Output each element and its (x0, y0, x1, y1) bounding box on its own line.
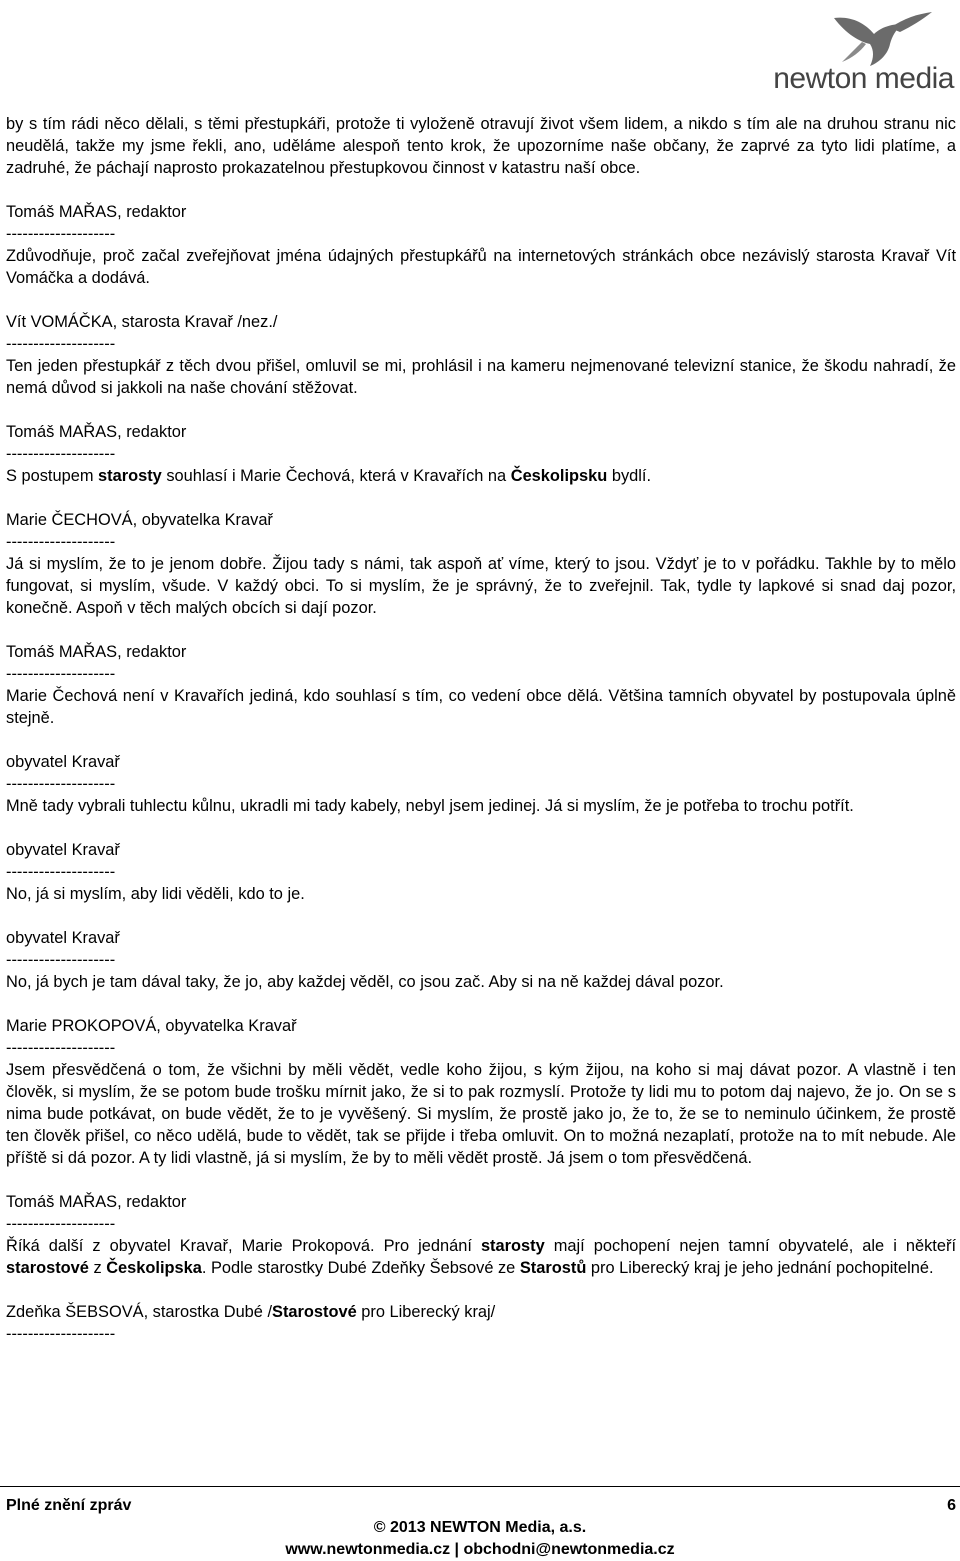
text-span: Já si myslím, že to je jenom dobře. Žijou tady s námi, tak aspoň ať víme, který to jsou. Vždyť je to v pořádku. Takhle by to mělo fungovat, si myslím, všude. V každý obci. To si myslím, že je správný, že to zveřejnil. Tak, tydle ty lapkové si snad daj pozor, konečně. Aspoň v těch malých obcích si dají pozor. (6, 555, 956, 617)
text-span: No, já si myslím, aby lidi věděli, kdo to je. (6, 885, 305, 903)
text-span: by s tím rádi něco dělali, s těmi přestupkáři, protože ti vyloženě otravují život všem lidem, a nikdo s tím ale na druhou stranu nic neudělá, takže my jsme řekli, ano, uděláme alespoň tento krok, že upozorníme naše občany, že zaprvé za tyto lidi platíme, a zadruhé, že páchají naprosto prokazatelnou přestupkovou činnost v katastru naší obce. (6, 115, 956, 177)
separator-line: -------------------- (6, 665, 116, 683)
highlighted-keyword: Českolipska (106, 1259, 202, 1277)
highlighted-keyword: Starostů (519, 1259, 587, 1277)
transcript-paragraph (6, 795, 956, 817)
text-span: Ten jeden přestupkář z těch dvou přišel, omluvil se mi, prohlásil i na kameru nejmenované televizní stanice, že škodu nahradí, že nemá důvod si jakkoli na naše chování stěžovat. (6, 357, 956, 397)
speaker-line (6, 1301, 956, 1323)
separator-line: -------------------- (6, 533, 116, 551)
transcript-paragraph (6, 245, 956, 289)
text-span: obyvatel Kravař (6, 841, 120, 859)
text-span: obyvatel Kravař (6, 753, 120, 771)
transcript-body (6, 113, 956, 1345)
highlighted-keyword: Starostové (272, 1303, 357, 1321)
text-span: Vít VOMÁČKA, starosta Kravař /nez./ (6, 313, 278, 331)
separator-line: -------------------- (6, 1215, 116, 1233)
hummingbird-logo-icon (830, 8, 934, 70)
transcript-paragraph (6, 553, 956, 619)
text-span: Marie PROKOPOVÁ, obyvatelka Kravař (6, 1017, 297, 1035)
newton-media-logo (754, 4, 954, 96)
separator-line: -------------------- (6, 335, 116, 353)
transcript-paragraph (6, 1235, 956, 1279)
page-footer (0, 1486, 960, 1557)
separator-line: -------------------- (6, 863, 116, 881)
page-number: 6 (947, 1497, 956, 1514)
text-span: Marie Čechová není v Kravařích jediná, kdo souhlasí s tím, co vedení obce dělá. Většina tamních obyvatel by postupovala úplně stejně. (6, 687, 956, 727)
speaker-line (6, 927, 956, 949)
separator-line: -------------------- (6, 951, 116, 969)
footer-copyright: © 2013 NEWTON Media, a.s. (373, 1519, 587, 1536)
logo-text: newton media (773, 62, 954, 95)
transcript-paragraph (6, 1059, 956, 1169)
speaker-line (6, 1015, 956, 1037)
text-span: Zdůvodňuje, proč začal zveřejňovat jména údajných přestupkářů na internetových stránkách obce nezávislý starosta Kravař Vít Vomáčka a dodává. (6, 247, 956, 287)
transcript-paragraph (6, 355, 956, 399)
speaker-line (6, 1191, 956, 1213)
text-span: bydlí. (607, 467, 652, 485)
speaker-line (6, 201, 956, 223)
text-span: z (88, 1259, 107, 1277)
highlighted-keyword: Českolipsku (510, 467, 608, 485)
text-span: Tomáš MAŘAS, redaktor (6, 423, 187, 441)
highlighted-keyword: starosty (480, 1237, 545, 1255)
speaker-line (6, 751, 956, 773)
highlighted-keyword: starosty (98, 467, 162, 485)
separator-line: -------------------- (6, 1039, 116, 1057)
transcript-paragraph (6, 113, 956, 179)
text-span: souhlasí i Marie Čechová, která v Kravařích na (161, 467, 511, 485)
separator-line: -------------------- (6, 445, 116, 463)
text-span: S postupem (6, 467, 99, 485)
speaker-line (6, 839, 956, 861)
footer-contact: www.newtonmedia.cz | obchodni@newtonmedia.cz (285, 1541, 675, 1558)
separator-line: -------------------- (6, 1325, 116, 1343)
speaker-line (6, 509, 956, 531)
speaker-line (6, 421, 956, 443)
transcript-paragraph (6, 465, 956, 487)
text-span: Jsem přesvědčená o tom, že všichni by měli vědět, vedle koho žijou, s kým žijou, na koho si maj dávat pozor. A vlastně i ten člověk, si myslím, že se potom bude trošku mírnit jako, že si to pak rozmyslí. Protože ty lidi mu to potom daj najevo, že jo. On se s nima bude potkávat, on bude vědět, že to je vyvěšený. Si myslím, že prostě jako jo, že to, že se to neminulo účinkem, že prostě ten člověk přišel, co něco udělá, bude to vědět, tak se přijde i třeba omluvit. On to možná nezaplatí, protože na to mít nebude. Ale příště si dá pozor. A ty lidi vlastně, já si myslím, že by to měli vědět prostě. Já jsem o tom přesvědčená. (6, 1061, 956, 1167)
text-span: No, já bych je tam dával taky, že jo, aby každej věděl, co jsou zač. Aby si na ně každej dával pozor. (6, 973, 724, 991)
separator-line: -------------------- (6, 225, 116, 243)
footer-title: Plné znění zpráv (6, 1497, 132, 1514)
speaker-line (6, 311, 956, 333)
text-span: Tomáš MAŘAS, redaktor (6, 643, 187, 661)
transcript-paragraph (6, 971, 956, 993)
text-span: pro Liberecký kraj/ (356, 1303, 496, 1321)
text-span: pro Liberecký kraj je jeho jednání pochopitelné. (586, 1259, 934, 1277)
highlighted-keyword: starostové (6, 1259, 89, 1277)
transcript-paragraph (6, 883, 956, 905)
text-span: Říká další z obyvatel Kravař, Marie Prokopová. Pro jednání (6, 1237, 481, 1255)
separator-line: -------------------- (6, 775, 116, 793)
text-span: Tomáš MAŘAS, redaktor (6, 1193, 187, 1211)
text-span: Zdeňka ŠEBSOVÁ, starostka Dubé / (6, 1303, 273, 1321)
text-span: Tomáš MAŘAS, redaktor (6, 203, 187, 221)
text-span: Marie ČECHOVÁ, obyvatelka Kravař (6, 511, 273, 529)
text-span: obyvatel Kravař (6, 929, 120, 947)
transcript-paragraph (6, 685, 956, 729)
speaker-line (6, 641, 956, 663)
footer-publisher (0, 1517, 960, 1561)
text-span: mají pochopení nejen tamní obyvatelé, ale i někteří (544, 1237, 956, 1255)
text-span: Mně tady vybrali tuhlectu kůlnu, ukradli mi tady kabely, nebyl jsem jedinej. Já si myslím, že je potřeba to trochu potřít. (6, 797, 854, 815)
text-span: . Podle starostky Dubé Zdeňky Šebsové ze (201, 1259, 520, 1277)
